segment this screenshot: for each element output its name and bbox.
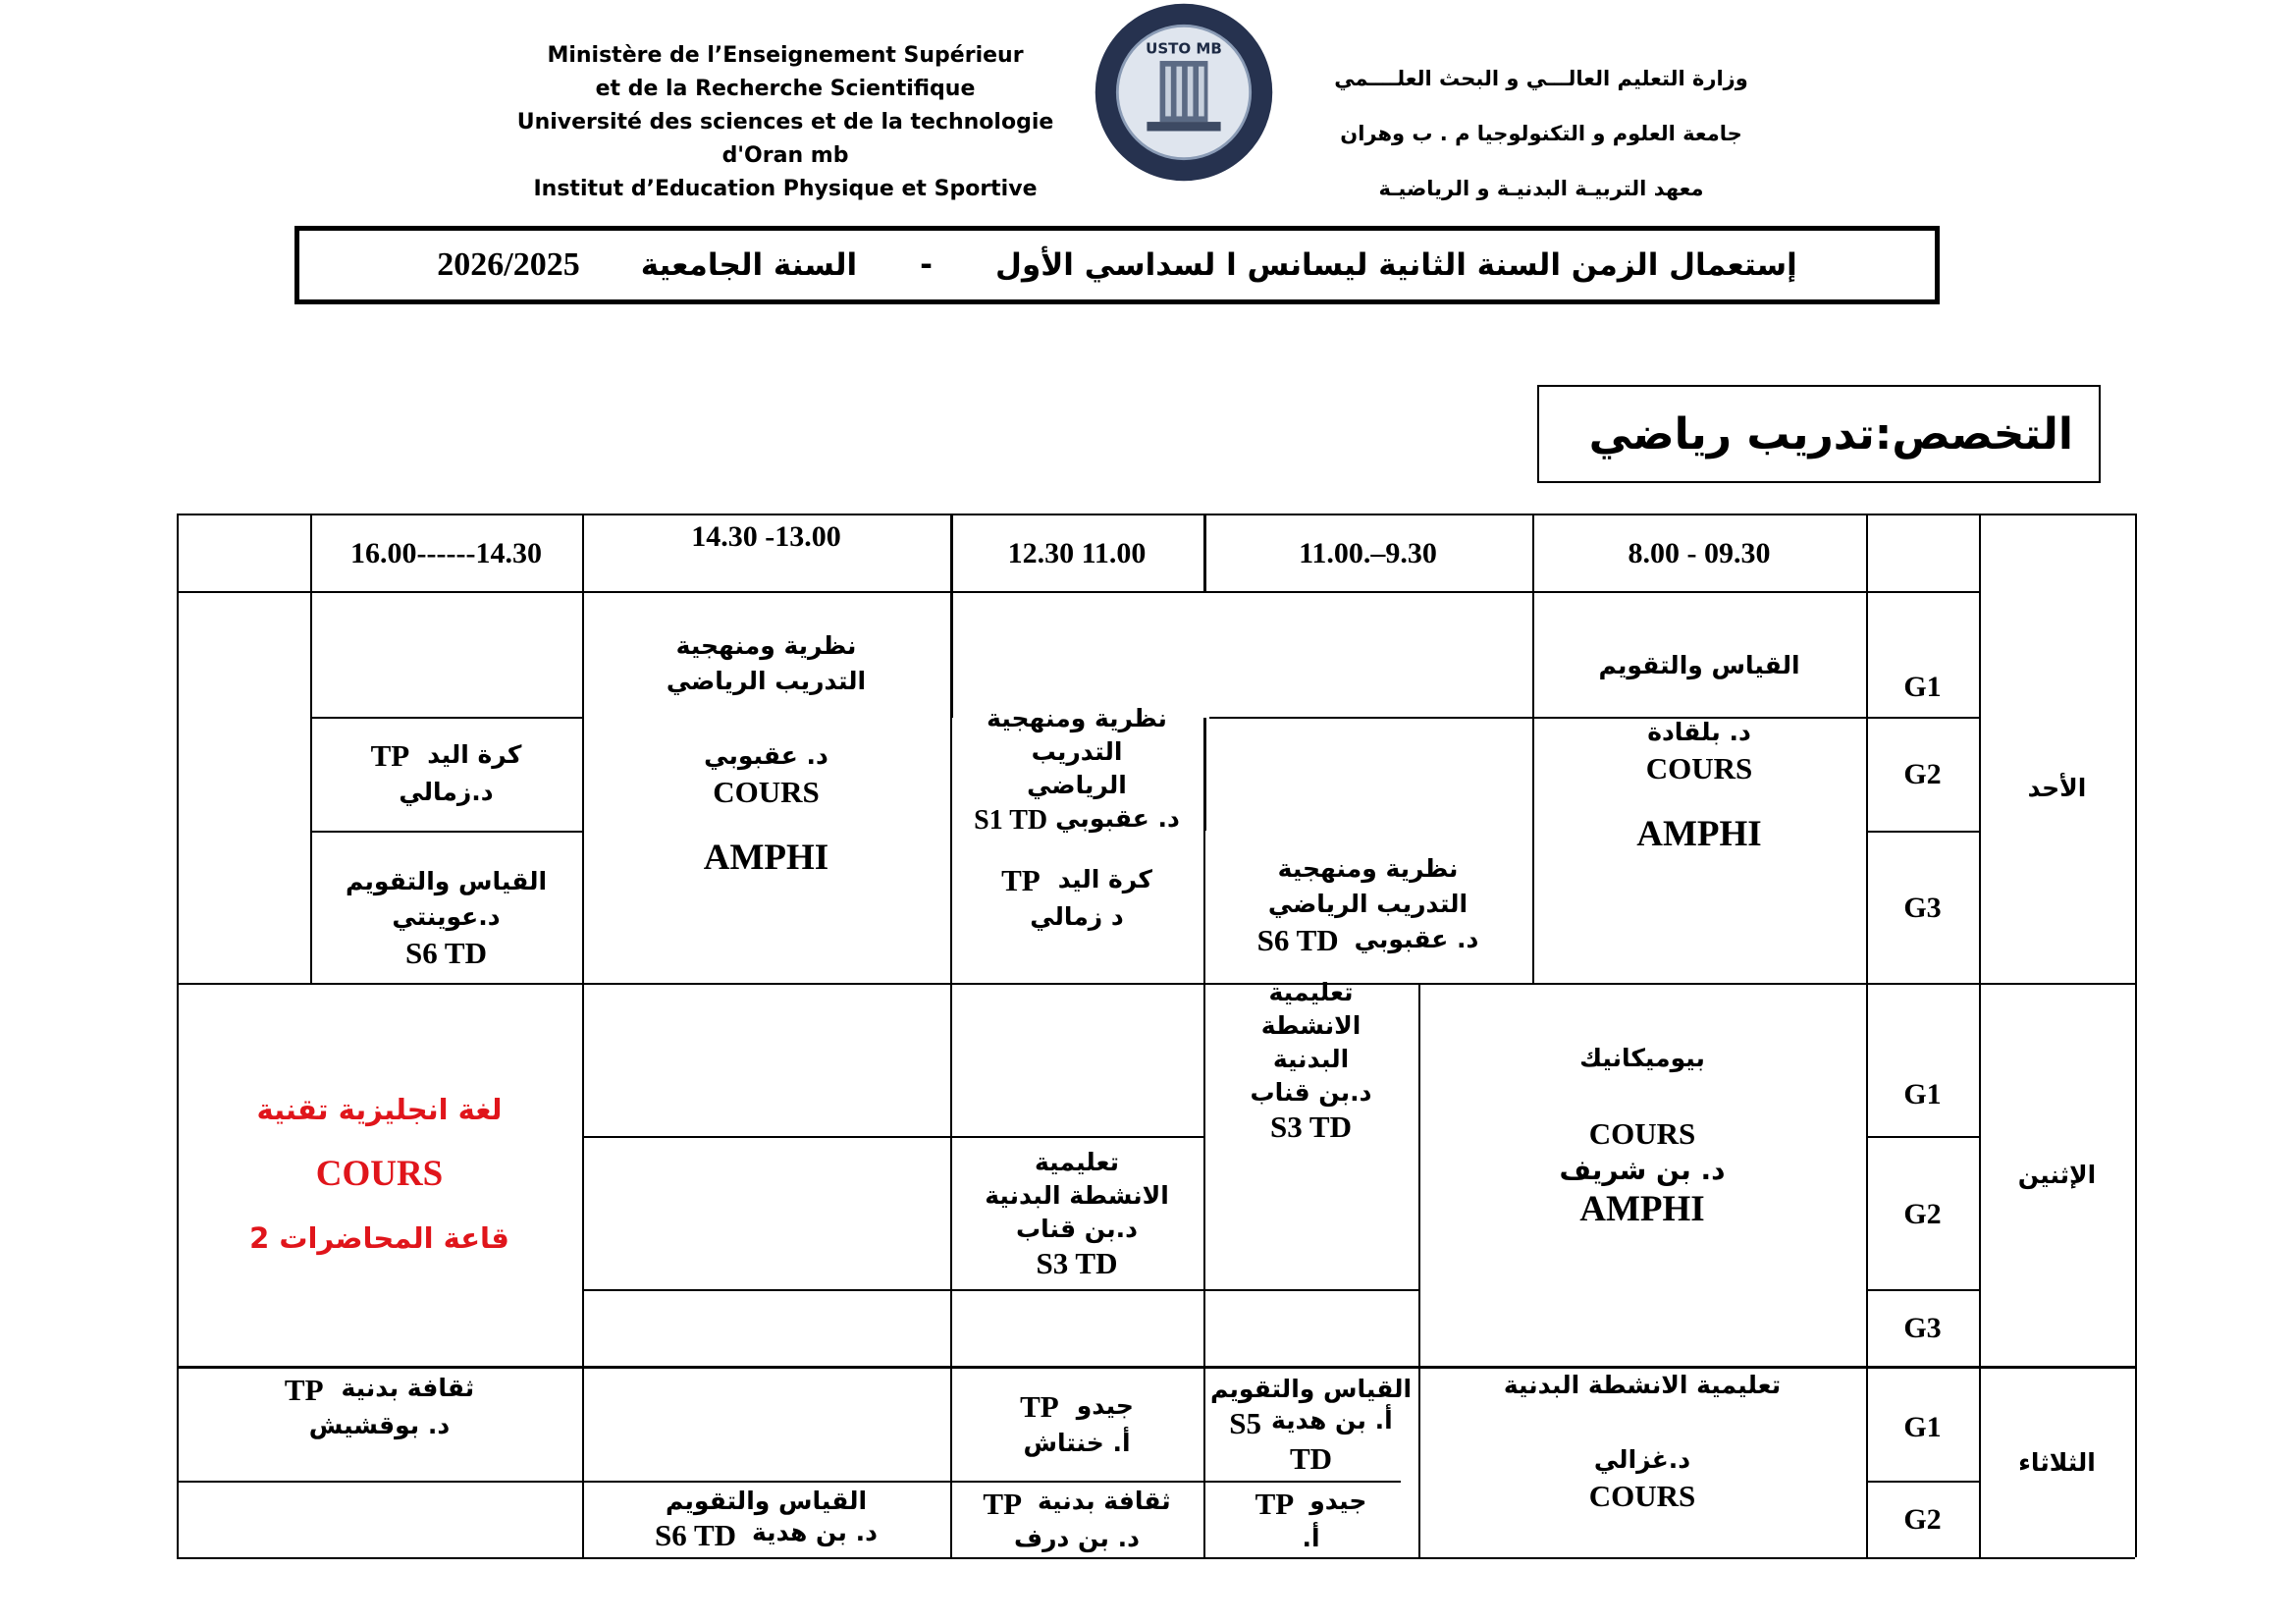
- course-subject: القياس والتقويم: [1209, 1374, 1413, 1403]
- title-main: إستعمال الزمن السنة الثانية ليسانس ا لسداسي الأول: [995, 247, 1797, 283]
- course-subject: تعليمية الانشطة البدنية: [1503, 1371, 1782, 1399]
- tuesday-g1-culture-tp: [177, 1368, 582, 1446]
- time-slot-2: 11.00.–9.30: [1299, 537, 1437, 569]
- course-tp: TP: [1255, 1487, 1295, 1521]
- monday-g2-didactics-td: [950, 1138, 1203, 1289]
- course-subject: لغة انجليزية تقنية: [256, 1092, 503, 1126]
- course-subject: القياس والتقويم: [345, 867, 548, 895]
- course-teacher: د. بن درف: [1014, 1524, 1140, 1552]
- sunday-g2-handball-tp: [310, 727, 582, 821]
- time-slot-4: 14.30 -13.00: [691, 520, 841, 553]
- course-type: COURS: [1588, 1479, 1696, 1513]
- table-row-line: [310, 831, 582, 833]
- course-subject: جيدو: [1076, 1390, 1134, 1420]
- monday-course-biomechanics: [1418, 1041, 1866, 1276]
- course-subject: تعليمية الانشطة البدنية: [985, 1148, 1169, 1210]
- header-fr-line: Ministère de l’Enseignement Supérieur: [547, 43, 1024, 68]
- header-ar-line: وزارة التعليم العالـــي و البحث العلــــمي: [1334, 67, 1748, 90]
- course-subject: كرة اليد: [1057, 865, 1152, 893]
- course-subject: القياس والتقويم: [665, 1487, 868, 1515]
- monday-g1-didactics-td: [1203, 978, 1418, 1144]
- header-fr-line: Université des sciences et de la technologie: [516, 110, 1054, 135]
- group-g1: G1: [1903, 1411, 1942, 1443]
- course-teacher: د. بلقادة: [1647, 718, 1751, 746]
- tuesday-g1-judo-tp: [950, 1368, 1203, 1481]
- course-teacher: د.عوينتي: [392, 902, 501, 931]
- header-fr-line: et de la Recherche Scientifique: [595, 77, 976, 101]
- table-day-line: [177, 983, 2135, 985]
- course-teacher: د.بن قناب: [1250, 1078, 1372, 1107]
- course-type: COURS: [315, 1153, 444, 1194]
- course-subject: بيوميكانيك: [1579, 1044, 1705, 1072]
- course-room: قاعة المحاضرات 2: [249, 1220, 509, 1255]
- time-slot-1: 8.00 - 09.30: [1628, 537, 1771, 569]
- time-slot-3: 12.30 11.00: [1007, 537, 1147, 569]
- day-tuesday: الثلاثاء: [2018, 1447, 2096, 1477]
- sunday-course-measurement: [1532, 648, 1866, 962]
- group-g3: G3: [1903, 1312, 1942, 1344]
- course-td: S6 TD: [405, 936, 487, 970]
- sunday-g3-handball-tp: [950, 854, 1203, 943]
- course-td: S6 TD: [655, 1518, 737, 1552]
- course-teacher: د زمالي: [1030, 902, 1124, 931]
- course-type: COURS: [713, 775, 820, 809]
- group-g3: G3: [1903, 891, 1942, 924]
- tuesday-g2-judo-tp: [1203, 1483, 1418, 1557]
- tuesday-g2-measurement-td: [582, 1483, 950, 1557]
- course-teacher: د.غزالي: [1593, 1445, 1691, 1474]
- course-tp: TP: [370, 738, 410, 773]
- day-monday: الإثنين: [2017, 1161, 2097, 1189]
- table-border-bottom: [177, 1557, 2135, 1559]
- course-subject: تعليمية الانشطة البدنية: [1260, 978, 1362, 1073]
- sunday-course-training: [582, 628, 950, 923]
- title-year: 2026/2025: [437, 246, 580, 283]
- course-td2: TD: [1289, 1440, 1333, 1476]
- course-teacher: د. بن هدية: [752, 1518, 878, 1546]
- table-row-line: [582, 1289, 1418, 1291]
- course-teacher: د.زمالي: [399, 778, 494, 806]
- course-td: S5: [1229, 1405, 1262, 1440]
- tuesday-g1-measurement-td: [1203, 1368, 1418, 1481]
- course-type: COURS: [1588, 1116, 1696, 1151]
- table-col-line: [1203, 718, 1206, 831]
- course-teacher: د.بن قناب: [1016, 1215, 1138, 1243]
- sunday-g2-training-td: [950, 704, 1203, 836]
- group-g1: G1: [1903, 671, 1942, 703]
- course-room: AMPHI: [703, 838, 829, 878]
- course-tp: TP: [284, 1373, 324, 1407]
- table-border-right: [2135, 514, 2137, 1557]
- group-g2: G2: [1903, 1503, 1942, 1536]
- tuesday-g1-didactics-cours: [1418, 1368, 1866, 1554]
- title-separator: -: [920, 247, 934, 283]
- course-subject: القياس والتقويم: [1598, 651, 1800, 679]
- course-subject: نظرية ومنهجية التدريب الرياضي: [987, 704, 1167, 799]
- sunday-g3-training-td: [1203, 837, 1532, 974]
- course-subject: ثقافة بدنية: [341, 1374, 475, 1402]
- course-room: AMPHI: [1579, 1189, 1705, 1229]
- course-tp: TP: [1020, 1388, 1059, 1424]
- logo-text: USTO MB: [1146, 39, 1222, 58]
- course-td: S3 TD: [1270, 1110, 1352, 1144]
- header-ar-line: معهد التربيـة البدنيـة و الرياضيـة: [1378, 177, 1704, 200]
- course-subject: نظرية ومنهجية التدريب الرياضي: [666, 631, 867, 695]
- tuesday-g2-culture-tp: [950, 1483, 1203, 1557]
- sunday-g3-measurement-td: [310, 856, 582, 980]
- table-row-line: [310, 717, 582, 719]
- course-room: AMPHI: [1636, 814, 1762, 854]
- course-subject: نظرية ومنهجية التدريب الرياضي: [1267, 854, 1468, 918]
- course-teacher: د. عقبوبي: [1354, 925, 1479, 953]
- group-g2: G2: [1903, 758, 1942, 790]
- title-year-label: السنة الجامعية: [640, 247, 858, 283]
- course-subject: كرة اليد: [427, 740, 522, 769]
- course-teacher: د. بوقشيش: [308, 1411, 451, 1439]
- course-td: S6 TD: [1256, 923, 1339, 957]
- monday-course-english: [177, 1051, 582, 1296]
- course-teacher: أ. خنتاش: [1023, 1428, 1131, 1457]
- course-teacher: د. بن شريف: [1559, 1154, 1726, 1186]
- course-teacher: أ.: [1302, 1524, 1320, 1552]
- course-tp: TP: [1001, 863, 1041, 897]
- course-teacher: أ. بن هدية: [1271, 1405, 1393, 1435]
- course-td: S3 TD: [1036, 1246, 1118, 1280]
- header-fr-line: Institut d’Education Physique et Sportive: [533, 177, 1038, 201]
- course-subject: ثقافة بدنية: [1038, 1487, 1171, 1515]
- time-slot-5: 16.00------14.30: [350, 537, 542, 569]
- day-sunday: الأحد: [2027, 773, 2087, 802]
- group-g2: G2: [1903, 1197, 1942, 1230]
- course-tp: TP: [983, 1487, 1023, 1521]
- header-fr-line: d'Oran mb: [721, 143, 849, 168]
- header-ar-line: جامعة العلوم و التكنولوجيا م . ب وهران: [1340, 122, 1742, 145]
- group-g1: G1: [1903, 1078, 1942, 1110]
- course-teacher: د. عقبوبي: [1055, 804, 1180, 833]
- course-teacher: د. عقبوبي: [704, 741, 828, 770]
- course-type: COURS: [1645, 751, 1753, 785]
- specialty-label: التخصص:تدريب رياضي: [1588, 408, 2073, 460]
- course-subject: جيدو: [1309, 1487, 1367, 1515]
- course-td: S1 TD: [974, 805, 1048, 836]
